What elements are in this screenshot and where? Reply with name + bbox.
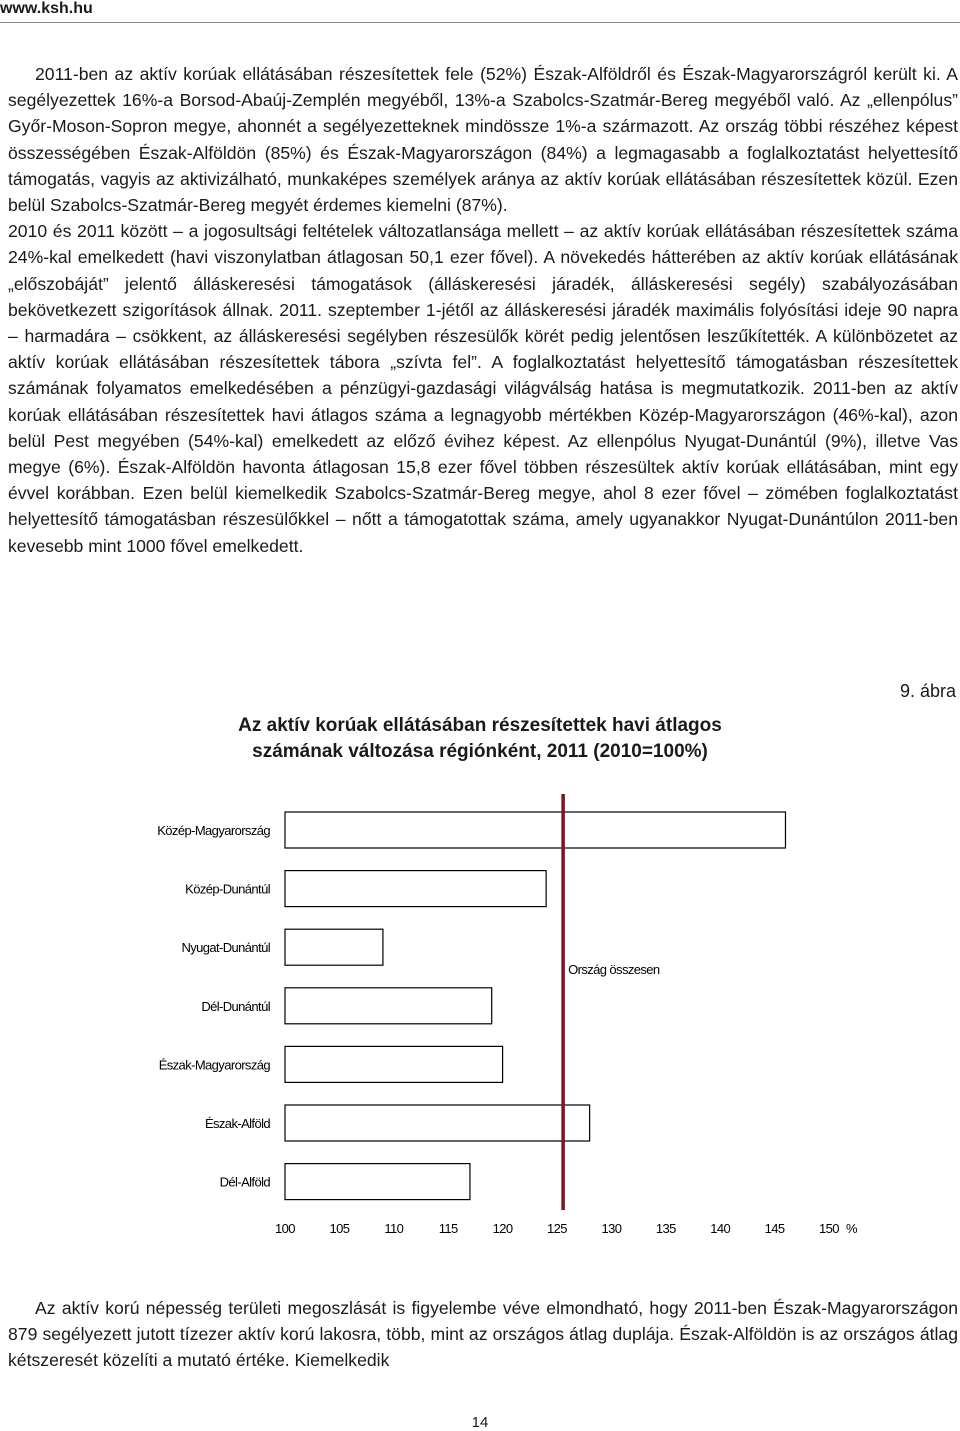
chart-title-line-2: számának változása régiónként, 2011 (2010=100%) [252, 741, 708, 762]
x-tick-label: 125 [547, 1221, 567, 1236]
category-label-kozep-magyarorszag: Közép-Magyarország [157, 823, 270, 838]
x-tick-label: 145 [764, 1221, 785, 1236]
bar-nyugat-dunantul [285, 929, 383, 965]
x-tick-label: 115 [438, 1221, 458, 1236]
bar-chart [0, 790, 960, 1260]
paragraph-3: Az aktív korú népesség területi megoszlását is figyelembe véve elmondható, hogy 2011-ben Észak-Magyarországon 879 segélyezett jutott tízezer aktív korú lakosra, több, mint az országos átlag duplája. Észak-Alföldön is az országos átlag kétszeresét közelíti a mutató értéke. Kiemelkedik [8, 1298, 958, 1371]
x-unit-label: % [846, 1221, 857, 1236]
category-label-eszak-alfold: Észak-Alföld [204, 1116, 270, 1131]
category-label-del-dunantul: Dél-Dunántúl [201, 998, 270, 1014]
bar-del-dunantul [285, 988, 492, 1024]
paragraph-1: 2011-ben az aktív korúak ellátásában részesítettek fele (52%) Észak-Alföldről és Észak-Magyarországról került ki. A segélyezettek 16%-a Borsod-Abaúj-Zemplén megyéből, 13%-a Szabolcs-Szatmár-Bereg megyéből való. Az „ellenpólus” Győr-Moson-Sopron megye, ahonnét a segélyezetteknek mindössze 1%-a származott. Az ország többi részéhez képest összességében Észak-Alföldön (85%) és Észak-Magyarországon (84%) a legmagasabb a foglalkoztatást helyettesítő támogatás, vagyis az aktivizálható, munkaképes személyek aránya az aktív korúak ellátásában részesítettek közül. Ezen belül Szabolcs-Szatmár-Bereg megyét érdemes kiemelni (87%). [8, 64, 958, 216]
category-label-nyugat-dunantul: Nyugat-Dunántúl [181, 940, 270, 956]
bar-kozep-magyarorszag [285, 812, 785, 848]
bottom-text [8, 1295, 958, 1374]
x-tick-label: 100 [275, 1221, 295, 1236]
paragraph-2: 2010 és 2011 között – a jogosultsági feltételek változatlansága mellett – az aktív korúak ellátásában részesítettek száma 24%-kal emelkedett (havi viszonylatban átlagosan 50,1 ezer fővel). A növekedés hátterében az aktív korúak ellátásának „előszobáját” jelentő álláskeresési támogatások (álláskeresési járadék, álláskeresési segély) szabályozásában bekövetkezett szigorítások állnak. 2011. szeptember 1-jétől az álláskeresési járadék maximális folyósítási ideje 90 napra – harmadára – csökkent, az álláskeresési segélyben részesülők körét pedig jelentősen leszűkítették. A különbözetet az aktív korúak ellátásában részesítettek tábora „szívta fel”. A foglalkoztatást helyettesítő támogatásban részesítettek számának folyamatos emelkedésében a pénzügyi-gazdasági világválság hatása is megmutatkozik. 2011-ben az aktív korúak ellátásában részesítettek havi átlagos száma a legnagyobb mértékben Közép-Magyarországon (46%-kal), azon belül Pest megyében (54%-kal) emelkedett az előző évihez képest. Az ellenpólus Nyugat-Dunántúl (9%), illetve Vas megye (6%). Észak-Alföldön havonta átlagosan 15,8 ezer fővel többen részesültek aktív korúak ellátásában, mint egy évvel korábban. Ezen belül kiemelkedik Szabolcs-Szatmár-Bereg megye, ahol 8 ezer fővel – zömében foglalkoztatást helyettesítő támogatásban részesülőkkel – nőtt a támogatottak száma, amely ugyanakkor Nyugat-Dunántúlon 2011-ben kevesebb mint 1000 fővel emelkedett. [8, 221, 958, 556]
reference-label: Ország összesen [568, 962, 660, 977]
site-url[interactable]: www.ksh.hu [0, 0, 93, 17]
bar-eszak-alfold [285, 1105, 590, 1141]
x-tick-label: 105 [329, 1221, 350, 1236]
page-number: 14 [471, 1414, 489, 1431]
x-tick-label: 120 [492, 1221, 513, 1236]
chart-title-line-1: Az aktív korúak ellátásában részesítettek havi átlagos [238, 715, 722, 736]
category-label-del-alfold: Dél-Alföld [219, 1174, 270, 1190]
x-tick-label: 130 [601, 1221, 622, 1236]
figure-number: 9. ábra [899, 681, 956, 701]
intro-text [8, 61, 958, 559]
x-tick-label: 140 [710, 1221, 731, 1236]
bar-kozep-dunantul [285, 871, 546, 907]
x-tick-label: 150 [819, 1221, 839, 1236]
x-tick-label: 135 [655, 1221, 676, 1236]
bar-del-alfold [285, 1164, 470, 1200]
category-label-eszak-magyarorszag: Észak-Magyarország [158, 1057, 270, 1073]
x-tick-label: 110 [384, 1221, 404, 1236]
header-rule [0, 22, 960, 23]
category-label-kozep-dunantul: Közép-Dunántúl [185, 881, 270, 897]
chart-title [180, 713, 780, 765]
bar-eszak-magyarorszag [285, 1046, 503, 1082]
